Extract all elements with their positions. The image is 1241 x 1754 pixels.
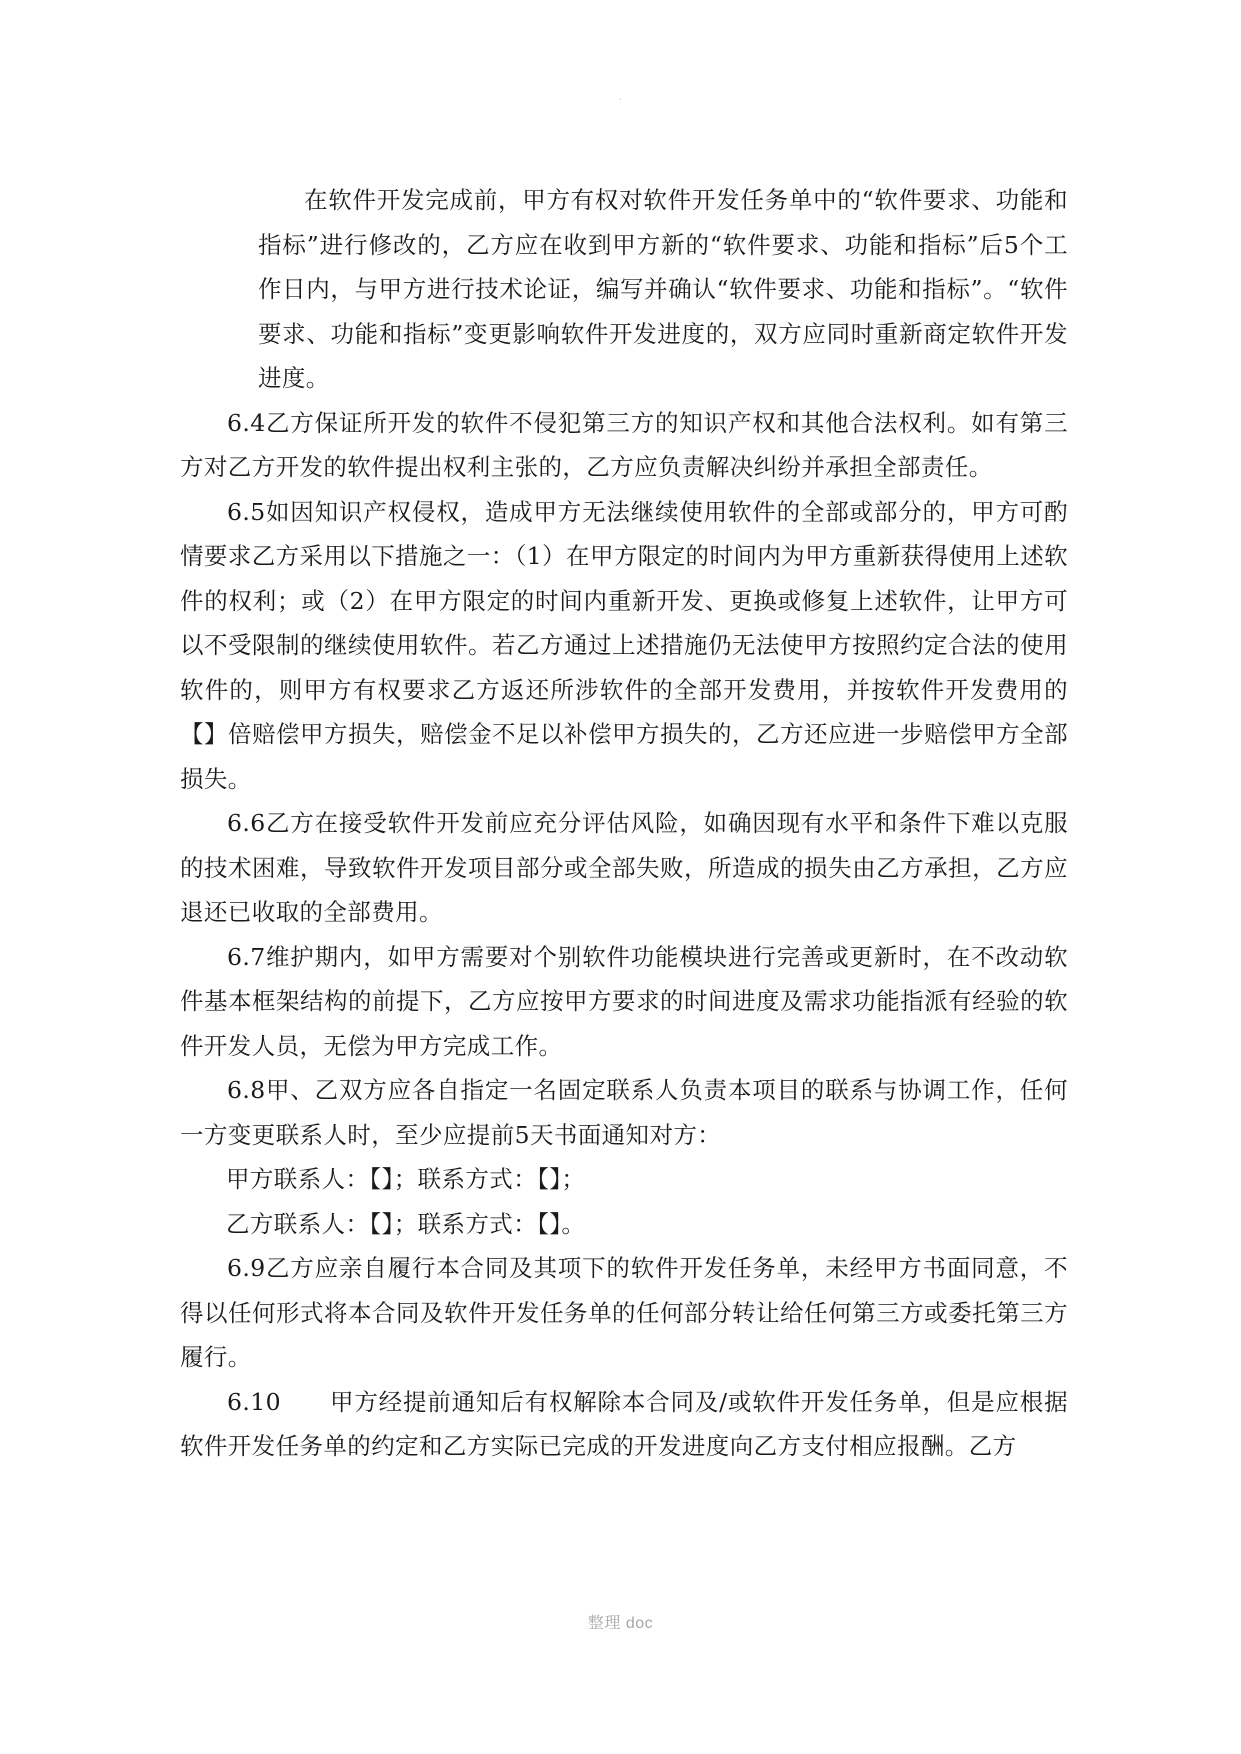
- contact-party-b: 乙方联系人：【】；联系方式：【】。: [226, 1209, 586, 1238]
- paragraph-6-9: 6.9乙方应亲自履行本合同及其项下的软件开发任务单，未经甲方书面同意，不得以任何形式将本合同及软件开发任务单的任何部分转让给任何第三方或委托第三方履行。: [180, 1254, 1068, 1371]
- header-mark: .: [618, 92, 623, 103]
- paragraph-6-3-continuation: 在软件开发完成前，甲方有权对软件开发任务单中的“软件要求、功能和指标”进行修改的，乙方应在收到甲方新的“软件要求、功能和指标”后5个工作日内，与甲方进行技术论证，编写并确认“软件要求、功能和指标”。“软件要求、功能和指标”变更影响软件开发进度的，双方应同时重新商定软件开发进度。: [258, 186, 1068, 392]
- paragraph-6-7: 6.7维护期内，如甲方需要对个别软件功能模块进行完善或更新时，在不改动软件基本框架结构的前提下，乙方应按甲方要求的时间进度及需求功能指派有经验的软件开发人员，无偿为甲方完成工作。: [180, 942, 1068, 1060]
- paragraph-6-4: 6.4乙方保证所开发的软件不侵犯第三方的知识产权和其他合法权利。如有第三方对乙方开发的软件提出权利主张的，乙方应负责解决纠纷并承担全部责任。: [180, 408, 1068, 481]
- paragraph-6-6: 6.6乙方在接受软件开发前应充分评估风险，如确因现有水平和条件下难以克服的技术困难，导致软件开发项目部分或全部失败，所造成的损失由乙方承担，乙方应退还已收取的全部费用。: [180, 809, 1068, 926]
- document-body: [180, 178, 1068, 1469]
- contact-party-a: 甲方联系人：【】；联系方式：【】；: [226, 1165, 586, 1193]
- paragraph-6-10: 6.10 甲方经提前通知后有权解除本合同及/或软件开发任务单，但是应根据软件开发任务单的约定和乙方实际已完成的开发进度向乙方支付相应报酬。乙方: [180, 1387, 1068, 1460]
- page-footer: 整理 doc: [587, 1615, 654, 1632]
- paragraph-6-8: 6.8甲、乙双方应各自指定一名固定联系人负责本项目的联系与协调工作，任何一方变更联系人时，至少应提前5天书面通知对方：: [180, 1076, 1068, 1149]
- paragraph-6-5: 6.5如因知识产权侵权，造成甲方无法继续使用软件的全部或部分的，甲方可酌情要求乙方采用以下措施之一：（1）在甲方限定的时间内为甲方重新获得使用上述软件的权利；或（2）在甲方限定的时间内重新开发、更换或修复上述软件，让甲方可以不受限制的继续使用软件。若乙方通过上述措施仍无法使甲方按照约定合法的使用软件的，则甲方有权要求乙方返还所涉软件的全部开发费用，并按软件开发费用的【】倍赔偿甲方损失，赔偿金不足以补偿甲方损失的，乙方还应进一步赔偿甲方全部损失。: [180, 497, 1068, 793]
